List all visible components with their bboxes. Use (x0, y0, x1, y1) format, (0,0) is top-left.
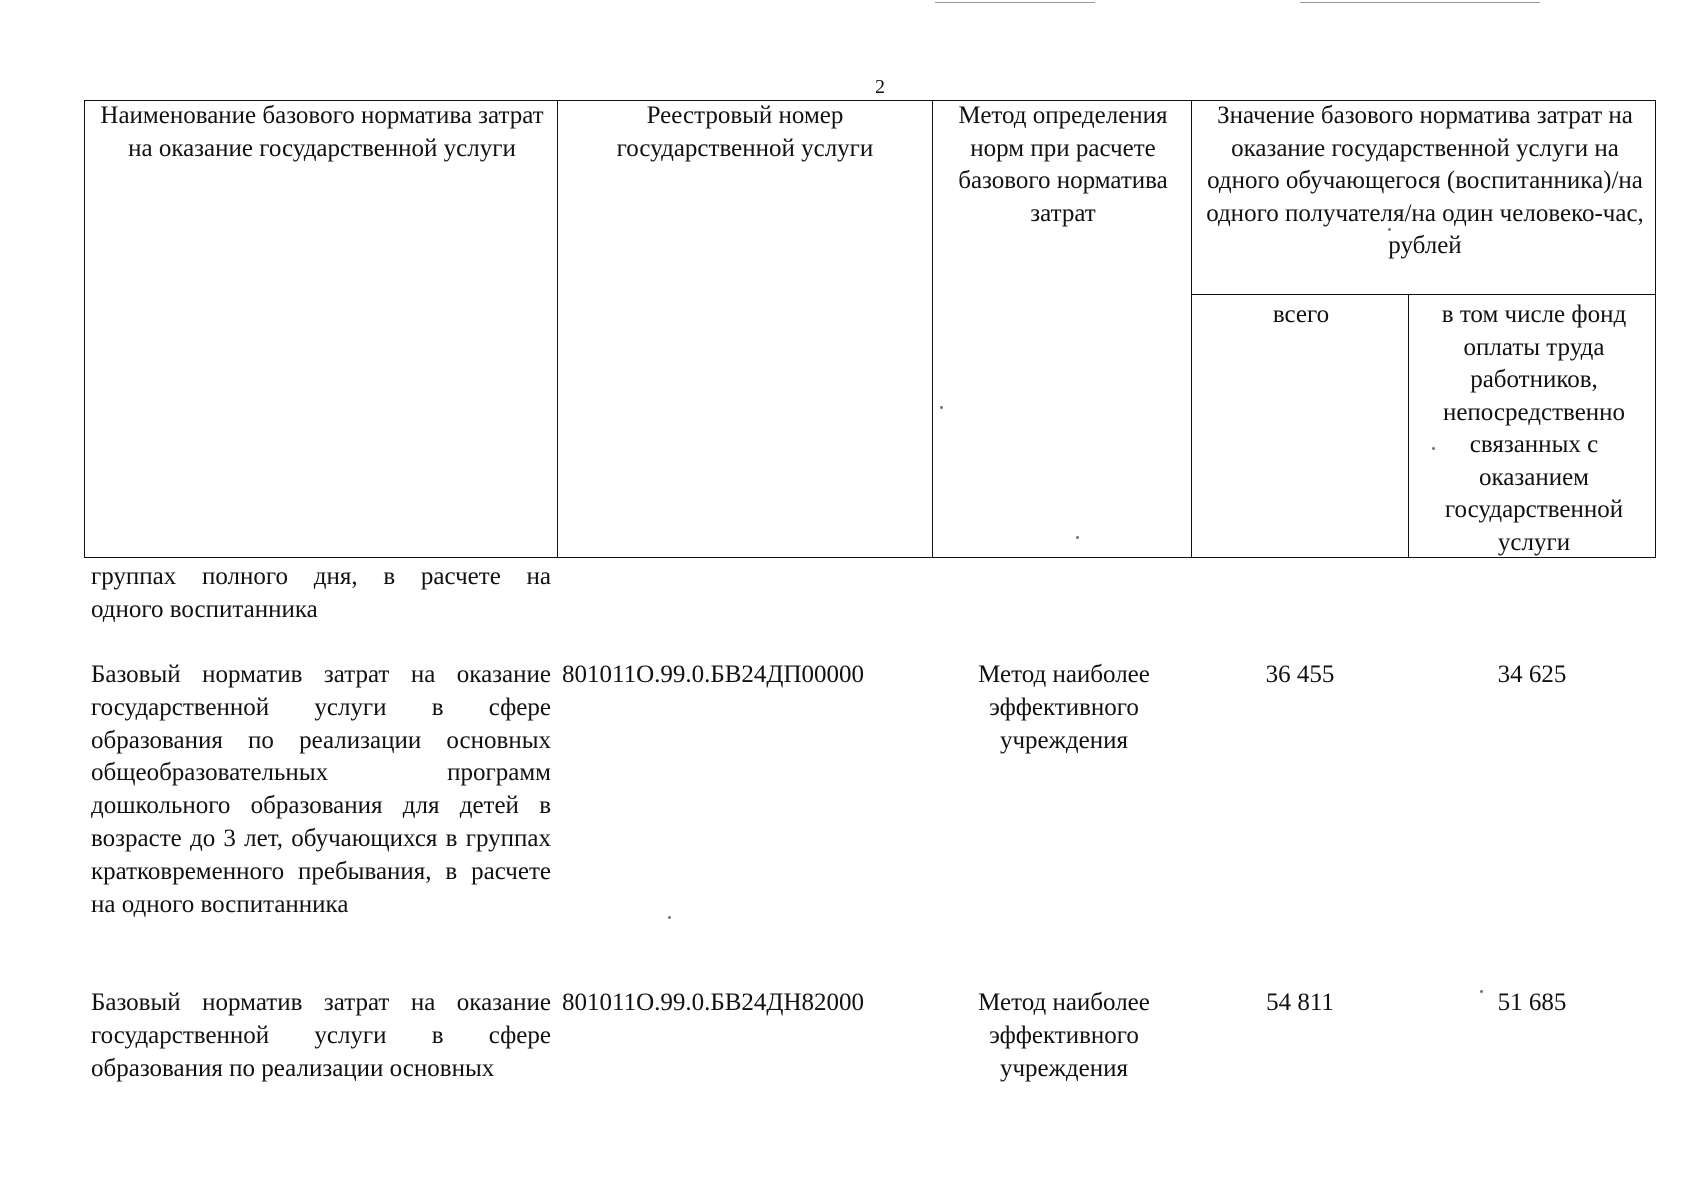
row-total-value: 54 811 (1266, 989, 1334, 1016)
column-divider (932, 101, 933, 557)
row-registry-number: 801011О.99.0.БВ24ДП00000 (562, 661, 865, 688)
header-method-cell: Метод определения норм при расчете базового норматива затрат (958, 102, 1168, 227)
scan-speck (668, 916, 671, 919)
page-number: 2 (875, 76, 885, 98)
row-registry-number: 801011О.99.0.БВ24ДН82000 (562, 989, 865, 1016)
row-payroll-value: 34 625 (1497, 661, 1567, 688)
continuation-line: одного воспитанника (91, 596, 318, 623)
column-divider (1408, 294, 1409, 557)
row-method: Метод наиболее эффективного учреждения (978, 661, 1150, 754)
header-value-cell: Значение базового норматива затрат на оказание государственной услуги на одного обучающегося (воспитанника)/на одного получателя/на один человеко-час, рублей (1206, 102, 1644, 259)
column-divider (557, 101, 558, 557)
scan-artifact-line (935, 2, 1095, 3)
continuation-line: группах полного дня, в расчете на (91, 563, 551, 590)
row-payroll-value: 51 685 (1497, 989, 1567, 1016)
column-divider (1191, 101, 1192, 557)
row-method: Метод наиболее эффективного учреждения (978, 989, 1150, 1082)
scan-speck (1076, 536, 1079, 539)
scan-speck (1480, 990, 1483, 993)
row-name: Базовый норматив затрат на оказание государственной услуги в сфере образования по реализации основных общеобразовательных программ дошкольного образования для детей в возрасте до 3 лет, обучающихся в группах кратковременного пребывания, в расчете на одного воспитанника (91, 661, 551, 918)
header-table (84, 100, 1656, 558)
header-payroll-cell: в том числе фонд оплаты труда работников, непосредственно связанных с оказанием государственной услуги (1441, 301, 1627, 556)
scan-speck (1388, 228, 1391, 231)
header-name-cell: Наименование базового норматива затрат на оказание государственной услуги (100, 102, 544, 162)
header-total-cell: всего (1272, 301, 1330, 328)
scan-speck (940, 406, 943, 409)
row-total-value: 36 455 (1265, 661, 1335, 688)
header-registry-cell: Реестровый номер государственной услуги (616, 102, 874, 162)
scan-artifact-line (1300, 2, 1540, 3)
scan-speck (1432, 447, 1435, 450)
row-divider (1191, 294, 1655, 295)
row-name: Базовый норматив затрат на оказание государственной услуги в сфере образования по реализации основных (91, 989, 551, 1082)
